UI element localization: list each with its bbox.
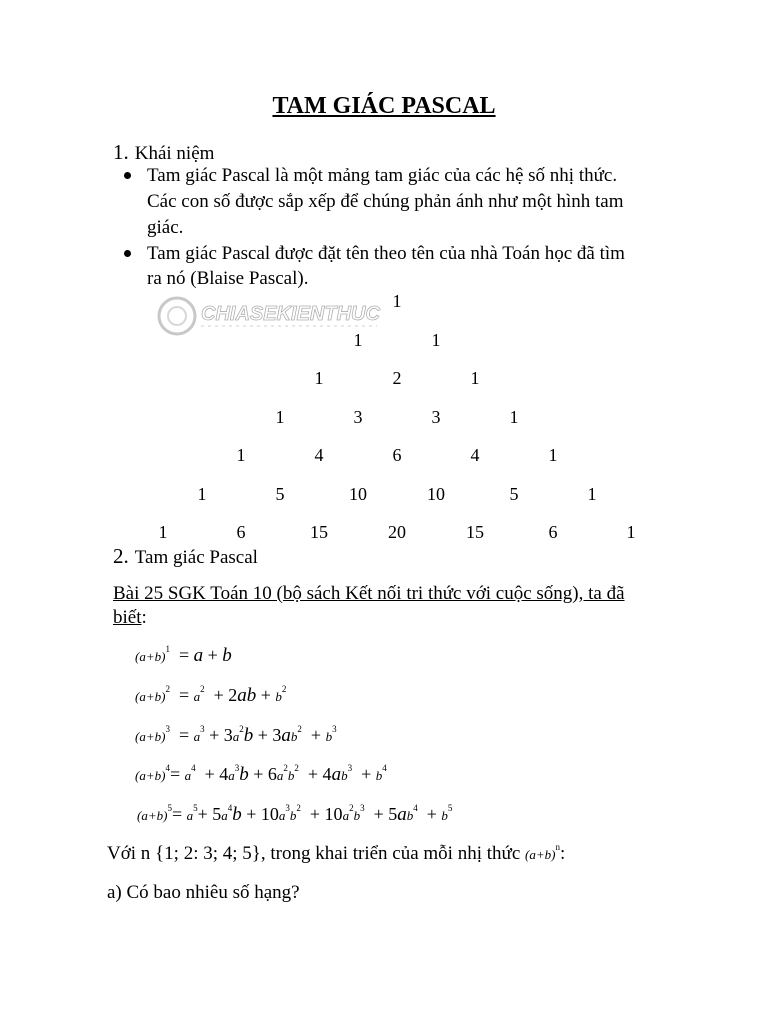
section2-heading xyxy=(113,544,258,569)
intro-line2 xyxy=(113,607,147,629)
question-prefix: Với n {1; 2: 3; 4; 5}, trong khai triển của mỗi nhị thức xyxy=(107,843,521,864)
triangle-cell: 3 xyxy=(431,406,441,427)
page-title: TAM GIÁC PASCAL xyxy=(272,93,496,119)
triangle-cell: 1 xyxy=(431,329,441,350)
triangle-cell: 6 xyxy=(236,522,246,542)
triangle-cell: 1 xyxy=(236,445,246,465)
triangle-cell: 1 xyxy=(275,406,285,427)
formula-3: $(a+b)^3 = a^3 + 3a^2b + 3ab^2 + b^3$ xyxy=(135,724,337,746)
triangle-cell: 2 xyxy=(392,368,402,388)
section2-number: 2. xyxy=(113,544,129,568)
question-line xyxy=(107,843,565,865)
triangle-cell: 10 xyxy=(349,483,367,504)
triangle-cell: 1 xyxy=(587,483,597,504)
triangle-cell: 1 xyxy=(197,483,207,504)
triangle-cell: 1 xyxy=(314,368,324,388)
watermark-text: CHIASEKIENTHUC xyxy=(201,303,380,325)
intro-line2-text: biết xyxy=(113,607,142,628)
bullet1-line3: giác. xyxy=(147,217,184,238)
triangle-cell: 5 xyxy=(275,483,285,504)
bullet1-line2: Các con số được sắp xếp để chúng phản ánh như một hình tam xyxy=(147,191,624,212)
formula-1: $(a+b)^1 = a + b$ xyxy=(135,644,232,666)
triangle-cell: 4 xyxy=(314,445,324,465)
intro-line1: Bài 25 SGK Toán 10 (bộ sách Kết nối tri thức với cuộc sống), ta đã xyxy=(113,583,625,604)
bullet2-line1: Tam giác Pascal được đặt tên theo tên của nhà Toán học đã tìm xyxy=(147,243,625,264)
intro-colon: : xyxy=(141,607,147,628)
triangle-cell: 1 xyxy=(470,368,480,388)
triangle-cell: 1 xyxy=(392,291,402,311)
section1-title: Khái niệm xyxy=(134,143,215,164)
triangle-cell: 6 xyxy=(392,445,402,465)
triangle-cell: 15 xyxy=(466,522,484,542)
bullet-icon xyxy=(124,172,131,179)
triangle-cell: 1 xyxy=(158,522,168,542)
triangle-cell: 1 xyxy=(548,445,558,465)
question-colon: : xyxy=(559,843,566,864)
section1-number: 1. xyxy=(113,140,129,164)
triangle-cell: 20 xyxy=(388,522,406,542)
section1-heading xyxy=(113,140,214,165)
triangle-cell: 4 xyxy=(470,445,480,465)
question-a: a) Có bao nhiêu số hạng? xyxy=(107,882,300,903)
triangle-cell: 1 xyxy=(353,329,363,350)
bullet1-line1: Tam giác Pascal là một mảng tam giác của các hệ số nhị thức. xyxy=(147,165,618,186)
triangle-cell: 1 xyxy=(509,406,519,427)
triangle-cell: 15 xyxy=(310,522,328,542)
bullet2-line2: ra nó (Blaise Pascal). xyxy=(147,268,309,289)
bullet-icon xyxy=(124,250,131,257)
triangle-cell: 5 xyxy=(509,483,519,504)
question-binomial: $(a+b)^n$ xyxy=(525,842,560,862)
formula-5: $(a+b)^5= a^5+ 5a^4b + 10a^3b^2 + 10a^2b^3 + 5ab^4 + b^5$ xyxy=(137,803,453,825)
triangle-cell: 6 xyxy=(548,522,558,542)
section2-title: Tam giác Pascal xyxy=(134,547,258,568)
triangle-cell: 10 xyxy=(427,483,445,504)
formula-4: $(a+b)^4= a^4 + 4a^3b + 6a^2b^2 + 4ab^3 + b^4$ xyxy=(135,763,387,785)
triangle-cell: 3 xyxy=(353,406,363,427)
triangle-cell: 1 xyxy=(626,522,636,542)
formula-2: $(a+b)^2 = a^2 + 2ab + b^2$ xyxy=(135,684,287,706)
